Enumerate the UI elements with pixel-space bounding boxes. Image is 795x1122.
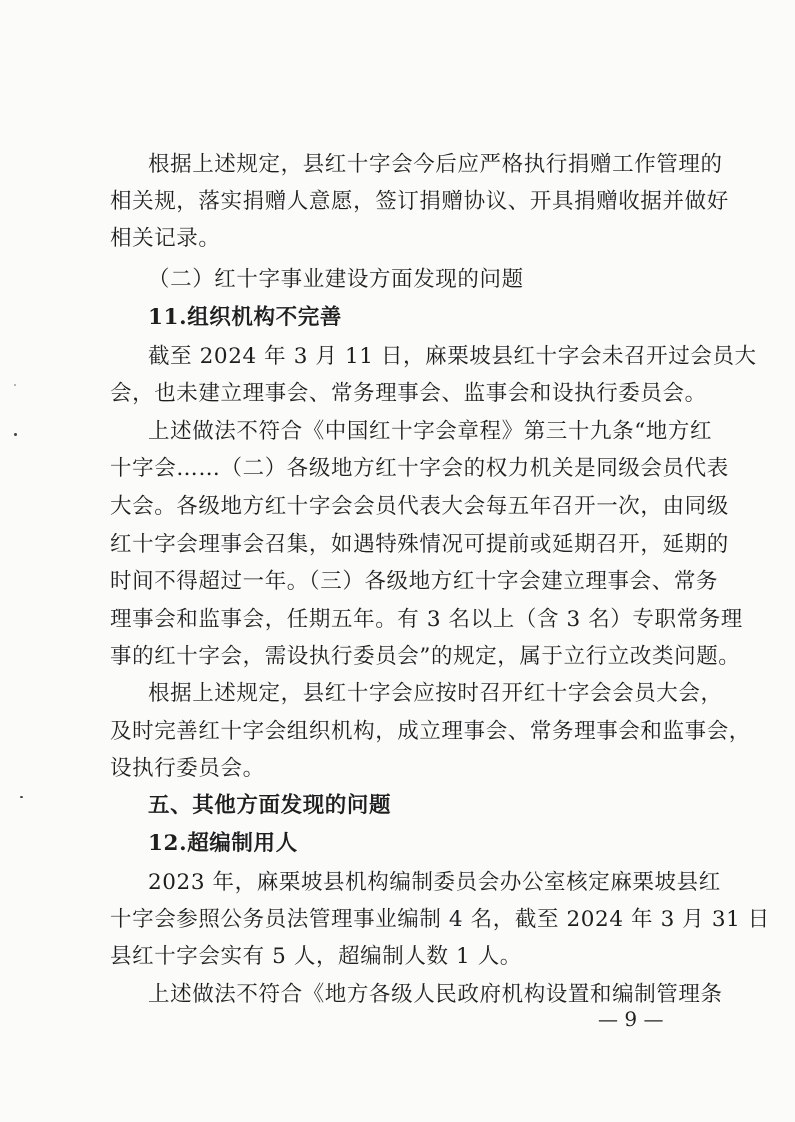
paragraph-line: 大会。各级地方红十字会会员代表大会每五年召开一次，由同级 <box>110 494 729 519</box>
paragraph-line: 相关记录。 <box>110 226 221 251</box>
paragraph-line: 理事会和监事会，任期五年。有 3 名以上（含 3 名）专职常务理 <box>110 607 743 632</box>
paragraph-line: 根据上述规定，县红十字会应按时召开红十字会会员大会， <box>148 681 723 706</box>
paragraph-line: 上述做法不符合《中国红十字会章程》第三十九条“地方红 <box>148 419 713 444</box>
paragraph-line: 时间不得超过一年。（三）各级地方红十字会建立理事会、常务 <box>110 569 719 594</box>
paragraph-line: 截至 2024 年 3 月 11 日，麻栗坡县红十字会未召开过会员大 <box>148 344 757 369</box>
scan-speck <box>14 384 16 386</box>
item-heading: 12.超编制用人 <box>148 831 298 856</box>
section-heading: （二）红十字事业建设方面发现的问题 <box>148 267 524 292</box>
section-heading: 五、其他方面发现的问题 <box>148 793 392 818</box>
paragraph-line: 十字会参照公务员法管理事业编制 4 名，截至 2024 年 3 月 31 日 <box>110 907 770 932</box>
paragraph-line: 县红十字会实有 5 人，超编制人数 1 人。 <box>110 944 522 969</box>
item-heading: 11.组织机构不完善 <box>148 305 342 330</box>
paragraph-line: 事的红十字会，需设执行委员会”的规定，属于立行立改类问题。 <box>110 644 741 669</box>
scan-speck <box>14 433 17 436</box>
paragraph-line: 上述做法不符合《地方各级人民政府机构设置和编制管理条 <box>148 982 723 1007</box>
paragraph-line: 红十字会理事会召集，如遇特殊情况可提前或延期召开，延期的 <box>110 532 729 557</box>
paragraph-line: 会，也未建立理事会、常务理事会、监事会和设执行委员会。 <box>110 381 707 406</box>
paragraph-line: 十字会……（二）各级地方红十字会的权力机关是同级会员代表 <box>110 456 729 481</box>
paragraph-line: 2023 年，麻栗坡县机构编制委员会办公室核定麻栗坡县红 <box>148 870 721 895</box>
paragraph-line: 及时完善红十字会组织机构，成立理事会、常务理事会和监事会， <box>110 719 751 744</box>
paragraph-line: 相关规，落实捐赠人意愿，签订捐赠协议、开具捐赠收据并做好 <box>110 189 729 214</box>
page-number: — 9 — <box>598 1007 664 1031</box>
paragraph-line: 设执行委员会。 <box>110 756 265 781</box>
scan-speck <box>20 796 23 798</box>
paragraph-line: 根据上述规定，县红十字会今后应严格执行捐赠工作管理的 <box>148 152 723 177</box>
